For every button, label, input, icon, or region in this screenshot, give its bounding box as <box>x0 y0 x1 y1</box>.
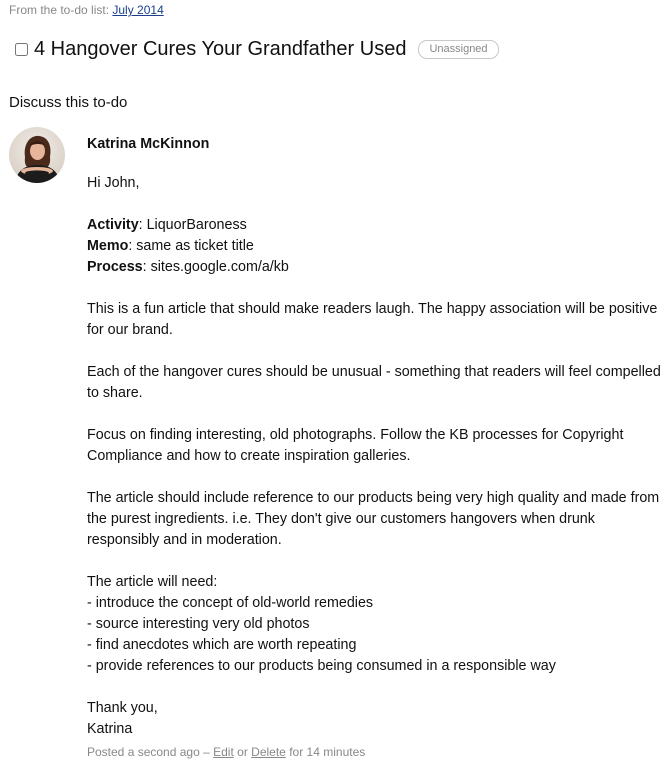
task-list-item: - find anecdotes which are worth repeating <box>87 637 357 653</box>
breadcrumb <box>9 3 164 17</box>
assignee-badge[interactable]: Unassigned <box>418 40 498 59</box>
comment-paragraph: Focus on finding interesting, old photographs. Follow the KB processes for Copyright Compliance and how to create inspiration galleries. <box>87 427 624 464</box>
task-list-item: - source interesting very old photos <box>87 616 310 632</box>
todo-title[interactable]: 4 Hangover Cures Your Grandfather Used <box>34 38 407 60</box>
field-process: Process: sites.google.com/a/kb <box>87 259 289 275</box>
meta-or: or <box>237 745 248 759</box>
posted-time: Posted a second ago – <box>87 745 210 759</box>
todo-header <box>15 38 499 61</box>
edit-window-duration: 14 minutes <box>306 745 366 759</box>
comment-signoff <box>87 698 665 740</box>
comment-paragraph: This is a fun article that should make readers laugh. The happy association will be positive for our brand. <box>87 301 658 338</box>
avatar-image <box>9 127 65 183</box>
todo-complete-checkbox[interactable] <box>15 43 28 56</box>
breadcrumb-prefix: From the to-do list: <box>9 3 110 17</box>
task-list-intro: The article will need: <box>87 574 218 590</box>
field-activity: Activity: LiquorBaroness <box>87 217 247 233</box>
task-list-item: - provide references to our products being consumed in a responsible way <box>87 658 556 674</box>
meta-for: for <box>289 745 304 759</box>
task-list-item: - introduce the concept of old-world remedies <box>87 595 374 611</box>
comment-task-list <box>87 572 665 677</box>
edit-link[interactable]: Edit <box>213 745 234 759</box>
discussion-heading: Discuss this to-do <box>9 94 128 111</box>
comment-author: Katrina McKinnon <box>87 136 210 152</box>
avatar <box>9 127 65 183</box>
delete-link[interactable]: Delete <box>251 745 286 759</box>
signoff-text: Thank you, <box>87 700 158 716</box>
comment-fields <box>87 215 665 278</box>
field-memo: Memo: same as ticket title <box>87 238 254 254</box>
comment-body <box>87 134 665 760</box>
comment-meta <box>87 744 665 760</box>
signature: Katrina <box>87 721 133 737</box>
comment-paragraph: Each of the hangover cures should be unusual - something that readers will feel compelled to share. <box>87 364 661 401</box>
comment-greeting: Hi John, <box>87 175 140 191</box>
breadcrumb-link-todo-list[interactable]: July 2014 <box>112 3 164 17</box>
comment-paragraph: The article should include reference to our products being very high quality and made from the purest ingredients. i.e. They don't give our customers hangovers when drunk responsibly and in moderation. <box>87 490 660 548</box>
